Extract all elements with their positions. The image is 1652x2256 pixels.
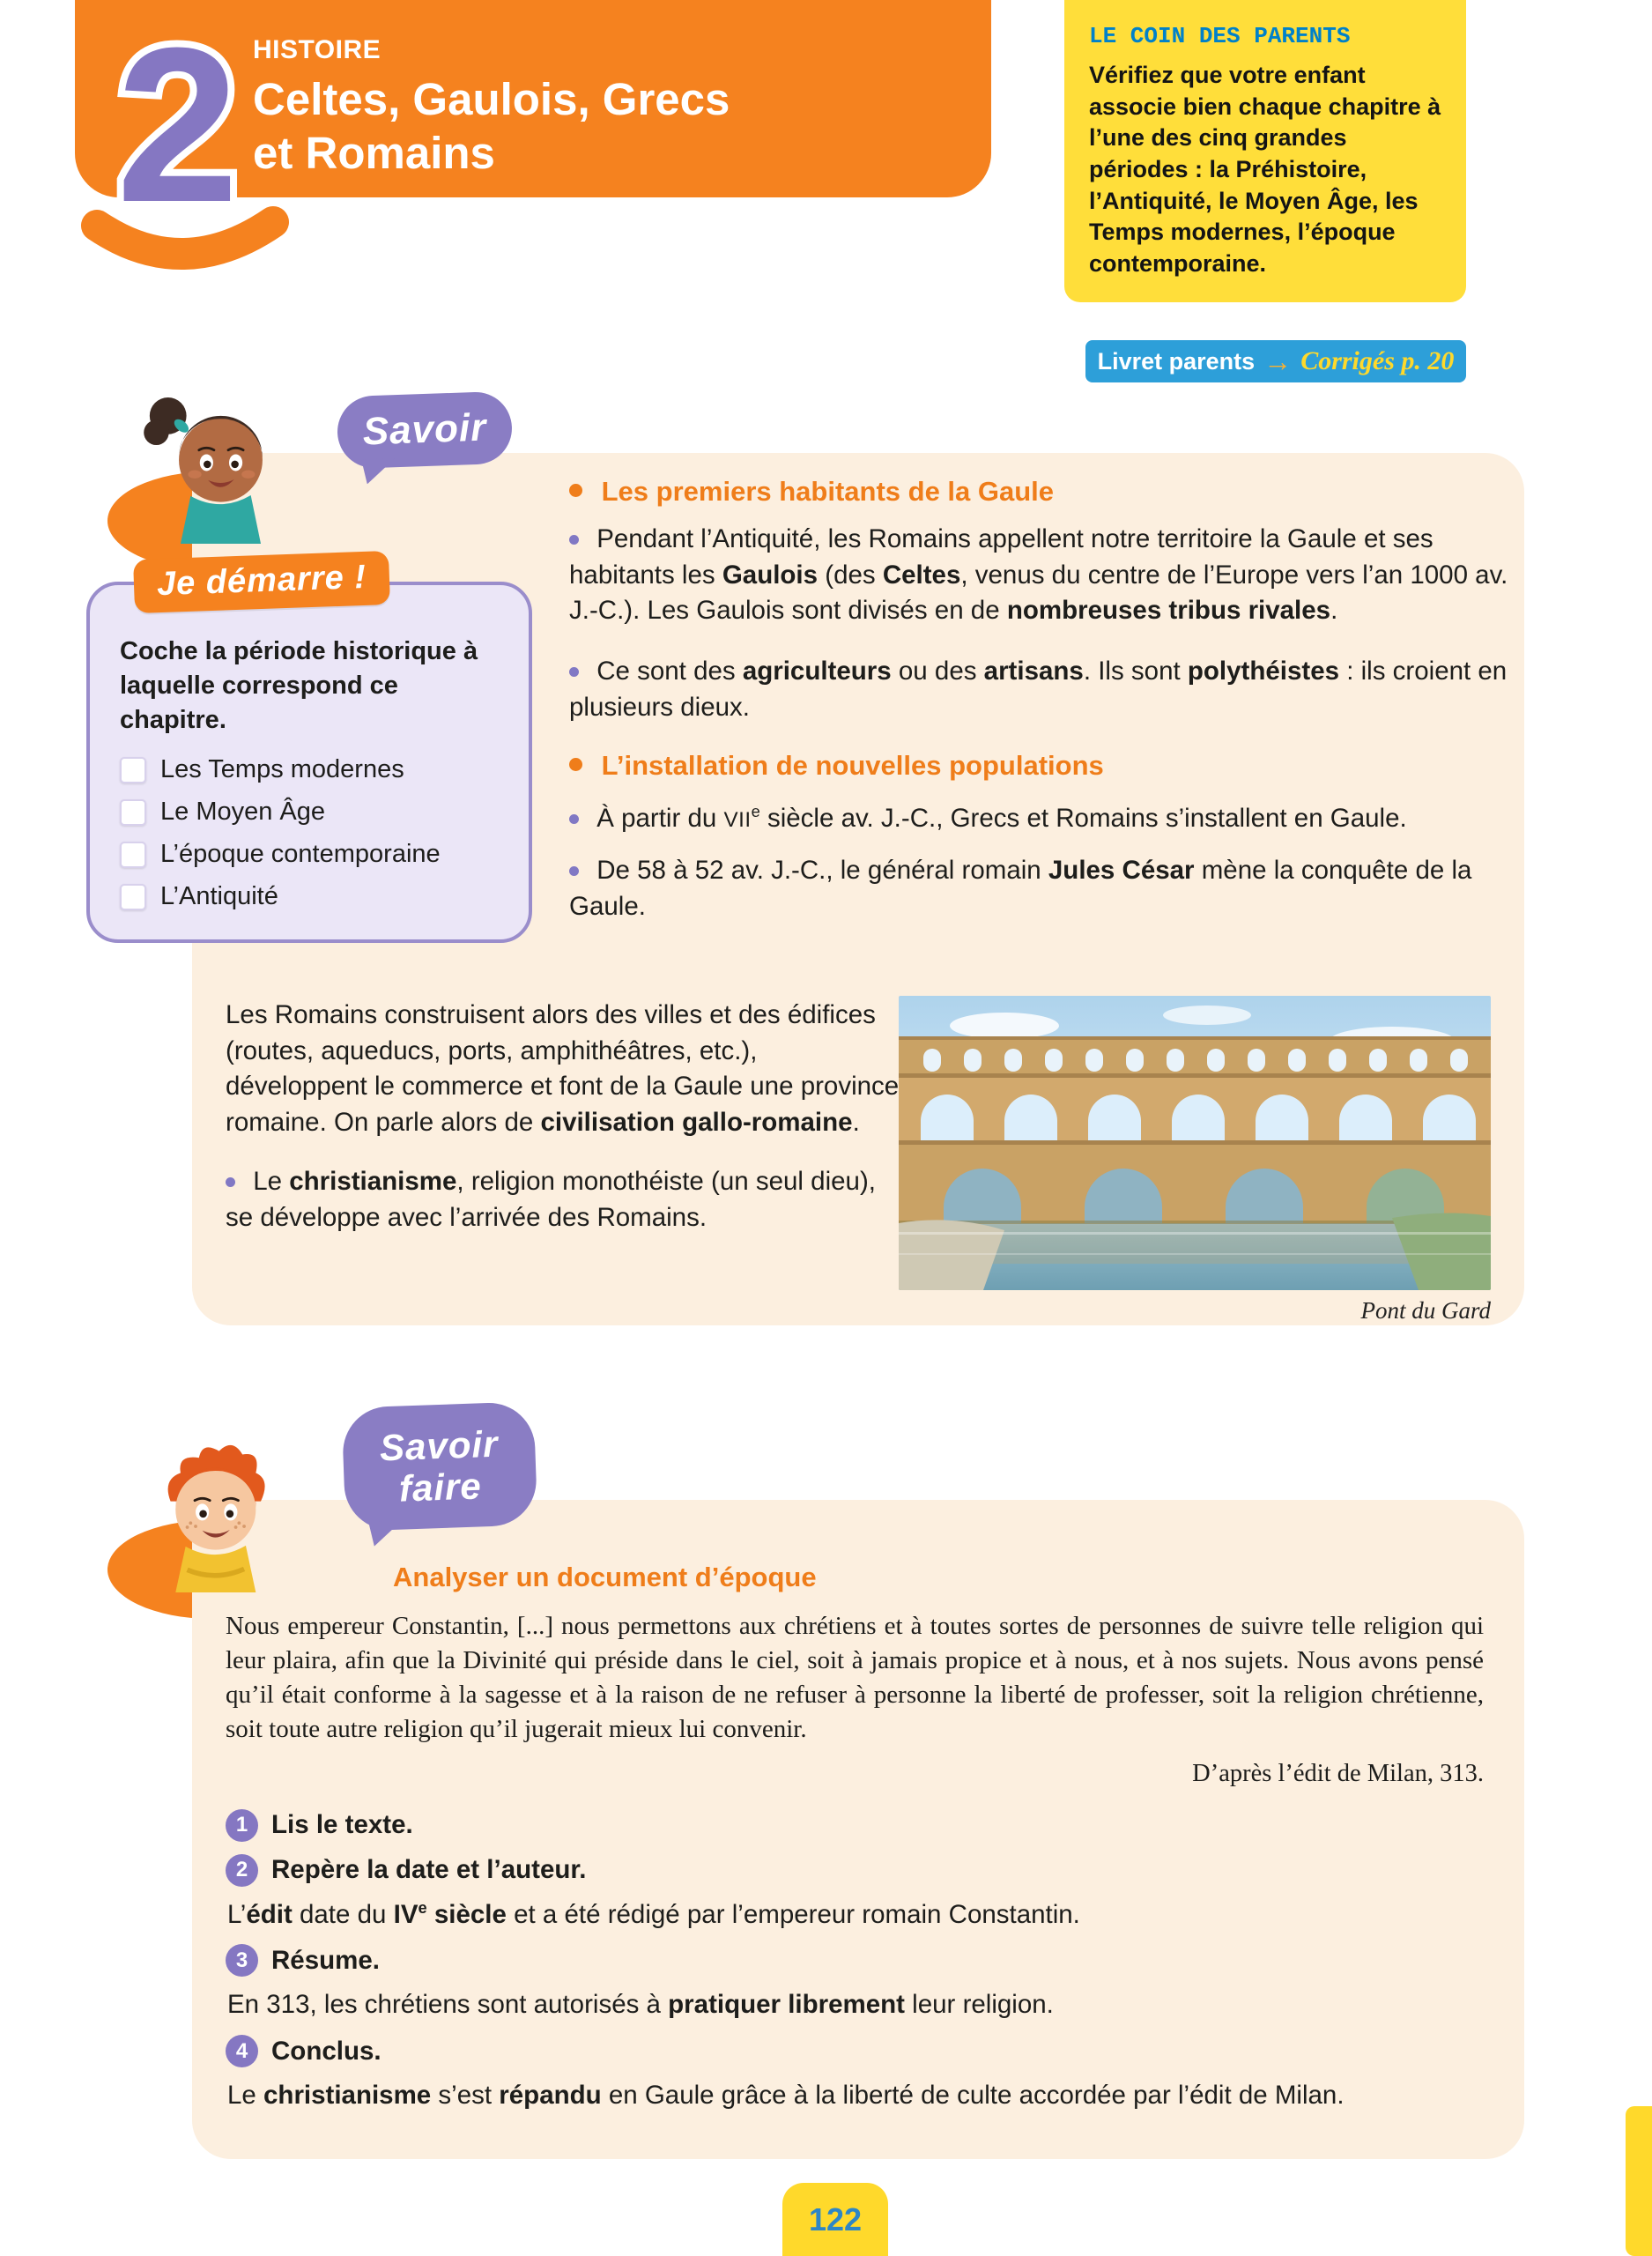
gallo-romaine-column [226,998,902,1236]
savoir-bubble-label: Savoir [361,405,488,454]
period-checkbox[interactable] [120,842,146,868]
quote-attribution: D’après l’édit de Milan, 313. [1192,1759,1484,1787]
section-heading-installation: L’installation de nouvelles populations [569,748,1508,782]
step-number-badge: 2 [226,1854,258,1887]
purple-bullet-icon [569,866,579,876]
purple-bullet-icon [569,535,579,545]
option-label: L’Antiquité [160,882,278,911]
historical-quote: Nous empereur Constantin, [...] nous permettons aux chrétiens et à toutes sortes de personnes de suivre telle religion qui leur plaira, afin que la Divinité qui préside dans le ciel, soit à jamais propice et à nous, et à nos sujets. Nous avons pensé qu’il était conforme à la sagesse et à la raison de ne refuser à personne la liberté de professer, soit la religion chrétienne, soit toute autre religion qu’il jugerait mieux lui convenir. [226,1612,1484,1744]
step-1 [226,1809,1484,1842]
chapter-title-line1: Celtes, Gaulois, Grecs [253,74,730,124]
step-4-answer: Le christianisme s’est répandu en Gaule grâce à la liberté de culte accordée par l’édit de Milan. [227,2081,1345,2111]
livret-parents-bar [1085,340,1466,382]
paragraph-christianisme: Le christianisme, religion monothéiste (un seul dieu), se développe avec l’arrivée des Romains. [226,1166,876,1232]
step-2 [226,1854,1484,1887]
paragraph-agriculteurs: Ce sont des agriculteurs ou des artisans. Ils sont polythéistes : ils croient en plusieurs dieux. [569,656,1508,722]
boy-mascot [104,1429,320,1619]
paragraph-grecs-romains: À partir du VIIe siècle av. J.-C., Grecs et Romains s’installent en Gaule. [569,801,1508,837]
option-label: Le Moyen Âge [160,798,326,827]
paragraph-jules-cesar: De 58 à 52 av. J.-C., le général romain Jules César mène la conquête de la Gaule. [569,855,1472,921]
savoir-faire-heading: Analyser un document d’époque [393,1562,817,1592]
step-number-badge: 1 [226,1809,258,1842]
coin-des-parents-body: Vérifiez que votre enfant associe bien chaque chapitre à l’une des cinq grandes périodes : la Préhistoire, l’Antiquité, le Moyen Âge, les Temps modernes, l’époque contemporaine. [1089,62,1441,277]
coin-des-parents-box [1064,0,1466,302]
step-label: Conclus. [271,2036,382,2066]
purple-bullet-icon [569,814,579,824]
subject-label: HISTOIRE [253,35,382,64]
step-2-answer: L’édit date du IVe siècle et a été rédigé par l’empereur romain Constantin. [227,1897,1080,1929]
chapter-title-line2: et Romains [253,128,495,178]
je-demarre-instruction: Coche la période historique à laquelle correspond ce chapitre. [120,637,478,735]
girl-mascot [104,381,320,570]
chapter-number: 2 [116,9,240,248]
purple-bullet-icon [569,667,579,677]
step-3 [226,1944,1484,1977]
savoir-faire-bubble-line2: faire [398,1465,483,1510]
period-options [120,755,500,911]
pont-du-gard-photo [899,996,1491,1290]
purple-bullet-icon [226,1177,235,1187]
step-label: Lis le texte. [271,1810,413,1840]
je-demarre-box [86,558,532,943]
chapter-number-badge [62,9,308,284]
period-checkbox[interactable] [120,799,146,826]
savoir-faire-bubble [342,1401,538,1532]
option-label: Les Temps modernes [160,755,404,784]
savoir-main-column [569,474,1508,924]
boy-illustration [129,1429,296,1592]
livret-parents-label: Livret parents [1097,347,1256,375]
arrow-icon: → [1263,345,1293,377]
orange-bullet-icon [569,484,582,497]
pont-du-gard-figure [899,996,1491,1325]
option-temps-modernes[interactable] [120,755,500,784]
je-demarre-label: Je démarre ! [133,551,390,613]
girl-illustration [129,381,296,544]
option-label: L’époque contemporaine [160,840,441,869]
page-number: 122 [808,2200,863,2237]
savoir-faire-bubble-line1: Savoir [379,1422,500,1469]
step-number-badge: 3 [226,1944,258,1977]
chapter-title [253,72,730,180]
photo-caption: Pont du Gard [1360,1297,1491,1324]
orange-bullet-icon [569,758,582,771]
option-antiquite[interactable] [120,882,500,911]
corriges-reference: Corrigés p. 20 [1300,346,1455,375]
step-label: Repère la date et l’auteur. [271,1855,587,1885]
coin-des-parents-title: LE COIN DES PARENTS [1089,23,1351,49]
method-steps [226,1809,1484,2113]
step-3-answer: En 313, les chrétiens sont autorisés à pratiquer librement leur religion. [227,1990,1054,2020]
paragraph-gaulois: Pendant l’Antiquité, les Romains appellent notre territoire la Gaule et ses habitants les Gaulois (des Celtes, venus du centre de l’Europe vers l’an 1000 av. J.-C.). Les Gaulois sont divisés en de nombreuses tribus rivales. [569,523,1508,626]
paragraph-gallo-romaine: Les Romains construisent alors des villes et des édifices (routes, aqueducs, ports, amphithéâtres, etc.), développent le commerce et font de la Gaule une province romaine. On parle alors de civilisation gallo-romaine. [226,1000,900,1138]
period-checkbox[interactable] [120,757,146,783]
step-label: Résume. [271,1945,380,1975]
option-moyen-age[interactable] [120,798,500,827]
step-number-badge: 4 [226,2035,258,2067]
page-number-pill [782,2183,888,2256]
option-epoque-contemporaine[interactable] [120,840,500,869]
savoir-faire-panel [192,1500,1524,2159]
page-edge-tab [1626,2106,1652,2256]
savoir-bubble [337,391,514,470]
section-heading-premiers-habitants: Les premiers habitants de la Gaule [569,474,1508,508]
period-checkbox[interactable] [120,884,146,910]
step-4 [226,2035,1484,2067]
